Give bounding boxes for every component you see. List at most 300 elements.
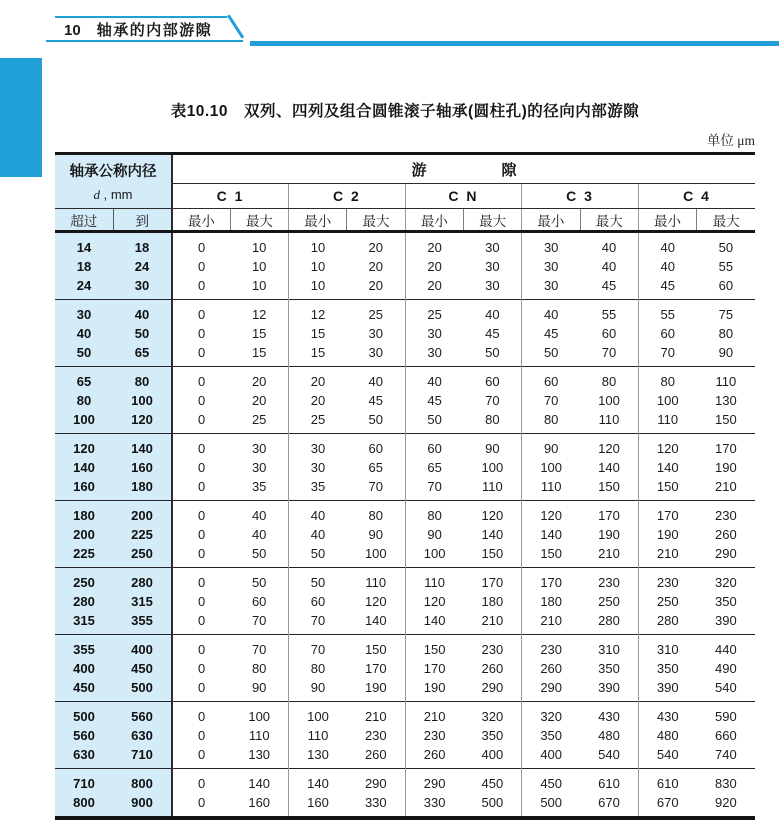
clearance-cell: 40 bbox=[485, 306, 500, 322]
clearance-cell: 0 bbox=[172, 525, 230, 544]
clearance-cell: 30 bbox=[405, 343, 463, 367]
clearance-cell: 170 bbox=[598, 507, 620, 523]
clearance-cell: 190 bbox=[364, 679, 387, 695]
clearance-cell: 170 bbox=[638, 501, 696, 525]
row-group bbox=[55, 702, 755, 769]
clearance-cell: 70 bbox=[289, 635, 347, 659]
clearance-cell: 55 bbox=[601, 306, 617, 322]
clearance-cell: 210 bbox=[364, 708, 387, 724]
clearance-cell: 740 bbox=[715, 746, 737, 762]
clearance-cell: 290 bbox=[715, 545, 737, 561]
chapter-heading bbox=[64, 19, 212, 40]
clearance-cell: 170 bbox=[405, 659, 463, 678]
clearance-cell: 110 bbox=[289, 726, 347, 745]
row-group bbox=[55, 568, 755, 635]
clearance-cell: 45 bbox=[522, 324, 580, 343]
clearance-cell: 70 bbox=[251, 641, 267, 657]
clearance-cell: 130 bbox=[715, 392, 737, 408]
clearance-cell: 260 bbox=[405, 745, 463, 769]
bore-cell: 120 bbox=[113, 410, 172, 434]
clearance-cell: 0 bbox=[172, 410, 230, 434]
bore-cell: 800 bbox=[113, 769, 172, 793]
class-header-c2: C 2 bbox=[289, 184, 406, 209]
clearance-cell: 170 bbox=[481, 574, 504, 590]
clearance-cell: 120 bbox=[481, 507, 504, 523]
clearance-cell: 110 bbox=[248, 727, 270, 743]
clearance-cell: 40 bbox=[251, 507, 267, 523]
clearance-cell: 150 bbox=[481, 545, 504, 561]
clearance-cell: 110 bbox=[365, 574, 387, 590]
clearance-cell: 190 bbox=[405, 678, 463, 702]
clearance-cell: 290 bbox=[364, 775, 387, 791]
table-row bbox=[55, 525, 755, 544]
table-row bbox=[55, 769, 755, 793]
clearance-cell: 0 bbox=[172, 391, 230, 410]
clearance-cell: 30 bbox=[405, 324, 463, 343]
bore-cell: 500 bbox=[113, 678, 172, 702]
row-group bbox=[55, 501, 755, 568]
clearance-cell: 110 bbox=[638, 410, 696, 434]
clearance-cell: 40 bbox=[601, 239, 617, 255]
clearance-cell: 0 bbox=[172, 702, 230, 726]
tab-top-rule bbox=[55, 16, 227, 18]
bore-cell: 40 bbox=[55, 324, 113, 343]
unit-label: 单位 bbox=[706, 133, 734, 148]
clearance-cell: 0 bbox=[172, 678, 230, 702]
clearance-cell: 75 bbox=[718, 306, 734, 322]
clearance-cell: 210 bbox=[715, 478, 737, 494]
bore-cell: 200 bbox=[55, 525, 113, 544]
bore-cell: 710 bbox=[55, 769, 113, 793]
clearance-cell: 230 bbox=[715, 507, 737, 523]
clearance-cell: 0 bbox=[172, 726, 230, 745]
clearance-cell: 20 bbox=[368, 239, 384, 255]
clearance-cell: 30 bbox=[251, 440, 267, 456]
clearance-cell: 60 bbox=[638, 324, 696, 343]
bore-cell: 355 bbox=[113, 611, 172, 635]
clearance-cell: 80 bbox=[718, 325, 734, 341]
table-row bbox=[55, 678, 755, 702]
clearance-cell: 150 bbox=[522, 544, 580, 568]
clearance-cell: 110 bbox=[715, 373, 737, 389]
min-header: 最小 bbox=[405, 209, 463, 232]
bore-cell: 280 bbox=[113, 568, 172, 592]
clearance-cell: 0 bbox=[172, 659, 230, 678]
clearance-cell: 210 bbox=[522, 611, 580, 635]
clearance-cell: 210 bbox=[405, 702, 463, 726]
clearance-cell: 130 bbox=[248, 746, 271, 762]
bore-cell: 450 bbox=[55, 678, 113, 702]
clearance-cell: 0 bbox=[172, 544, 230, 568]
chapter-title: 轴承的内部游隙 bbox=[96, 22, 213, 39]
clearance-cell: 45 bbox=[638, 276, 696, 300]
bore-cell: 80 bbox=[55, 391, 113, 410]
clearance-cell: 190 bbox=[715, 459, 737, 475]
bore-cell: 24 bbox=[113, 257, 172, 276]
clearance-cell: 30 bbox=[522, 232, 580, 257]
bore-cell: 400 bbox=[113, 635, 172, 659]
max-header: 最大 bbox=[230, 209, 288, 232]
bore-cell: 225 bbox=[55, 544, 113, 568]
bore-cell: 50 bbox=[55, 343, 113, 367]
clearance-cell: 180 bbox=[481, 593, 504, 609]
clearance-cell: 190 bbox=[638, 525, 696, 544]
clearance-cell: 250 bbox=[638, 592, 696, 611]
clearance-cell: 540 bbox=[598, 746, 620, 762]
clearance-cell: 45 bbox=[485, 325, 500, 341]
bore-cell: 560 bbox=[55, 726, 113, 745]
clearance-cell: 35 bbox=[251, 478, 267, 494]
clearance-cell: 25 bbox=[289, 410, 347, 434]
clearance-cell: 330 bbox=[405, 793, 463, 819]
clearance-cell: 80 bbox=[289, 659, 347, 678]
clearance-cell: 30 bbox=[522, 276, 580, 300]
clearance-cell: 180 bbox=[522, 592, 580, 611]
clearance-cell: 320 bbox=[715, 574, 737, 590]
clearance-cell: 60 bbox=[251, 593, 267, 609]
class-header-c4: C 4 bbox=[638, 184, 755, 209]
clearance-cell: 70 bbox=[638, 343, 696, 367]
clearance-cell: 90 bbox=[485, 440, 500, 456]
clearance-cell: 110 bbox=[598, 411, 620, 427]
clearance-cell: 30 bbox=[368, 325, 384, 341]
clearance-cell: 610 bbox=[598, 775, 620, 791]
clearance-cell: 70 bbox=[251, 612, 267, 628]
clearance-cell: 390 bbox=[715, 612, 737, 628]
row-group bbox=[55, 769, 755, 819]
bore-cell: 180 bbox=[55, 501, 113, 525]
clearance-cell: 100 bbox=[289, 702, 347, 726]
clearance-cell: 0 bbox=[172, 635, 230, 659]
clearance-cell: 40 bbox=[405, 367, 463, 391]
bore-cell: 120 bbox=[55, 434, 113, 458]
clearance-cell: 55 bbox=[638, 300, 696, 324]
clearance-cell: 230 bbox=[405, 726, 463, 745]
clearance-cell: 100 bbox=[481, 459, 504, 475]
clearance-cell: 50 bbox=[289, 568, 347, 592]
table-row bbox=[55, 544, 755, 568]
unit-value: μm bbox=[737, 133, 755, 148]
clearance-cell: 0 bbox=[172, 324, 230, 343]
min-header: 最小 bbox=[638, 209, 696, 232]
clearance-cell: 540 bbox=[638, 745, 696, 769]
max-header: 最大 bbox=[463, 209, 521, 232]
clearance-cell: 290 bbox=[481, 679, 504, 695]
bore-cell: 225 bbox=[113, 525, 172, 544]
class-header-c3: C 3 bbox=[522, 184, 639, 209]
clearance-cell: 150 bbox=[405, 635, 463, 659]
clearance-cell: 60 bbox=[485, 373, 500, 389]
clearance-cell: 660 bbox=[715, 727, 737, 743]
clearance-cell: 15 bbox=[251, 325, 267, 341]
clearance-cell: 0 bbox=[172, 343, 230, 367]
clearance-cell: 40 bbox=[638, 232, 696, 257]
clearance-cell: 30 bbox=[368, 344, 384, 360]
clearance-cell: 90 bbox=[251, 679, 267, 695]
clearance-cell: 30 bbox=[522, 257, 580, 276]
bore-cell: 450 bbox=[113, 659, 172, 678]
clearance-cell: 500 bbox=[522, 793, 580, 819]
table-row bbox=[55, 635, 755, 659]
clearance-cell: 70 bbox=[522, 391, 580, 410]
clearance-cell: 440 bbox=[715, 641, 737, 657]
clearance-cell: 20 bbox=[405, 257, 463, 276]
clearance-cell: 310 bbox=[638, 635, 696, 659]
table-row bbox=[55, 434, 755, 458]
min-header: 最小 bbox=[289, 209, 347, 232]
header-rule bbox=[250, 41, 779, 46]
clearance-cell: 280 bbox=[638, 611, 696, 635]
clearance-cell: 15 bbox=[289, 343, 347, 367]
clearance-cell: 40 bbox=[638, 257, 696, 276]
clearance-cell: 90 bbox=[522, 434, 580, 458]
bore-cell: 100 bbox=[55, 410, 113, 434]
chapter-number: 10 bbox=[64, 22, 81, 39]
clearance-cell: 230 bbox=[364, 727, 387, 743]
clearance-cell: 0 bbox=[172, 300, 230, 324]
clearance-cell: 150 bbox=[715, 411, 737, 427]
clearance-cell: 12 bbox=[289, 300, 347, 324]
clearance-cell: 15 bbox=[251, 344, 267, 360]
over-header: 超过 bbox=[55, 209, 113, 232]
table-row bbox=[55, 276, 755, 300]
clearance-cell: 170 bbox=[522, 568, 580, 592]
bore-cell: 140 bbox=[113, 434, 172, 458]
bore-cell: 65 bbox=[113, 343, 172, 367]
clearance-cell: 90 bbox=[289, 678, 347, 702]
clearance-cell: 45 bbox=[601, 277, 617, 293]
table-row bbox=[55, 702, 755, 726]
clearance-cell: 100 bbox=[405, 544, 463, 568]
clearance-cell: 100 bbox=[364, 545, 387, 561]
clearance-cell: 25 bbox=[368, 306, 384, 322]
table-row bbox=[55, 745, 755, 769]
clearance-cell: 350 bbox=[598, 660, 620, 676]
table-row bbox=[55, 324, 755, 343]
clearance-cell: 80 bbox=[251, 660, 267, 676]
clearance-cell: 60 bbox=[289, 592, 347, 611]
clearance-cell: 170 bbox=[715, 440, 737, 456]
max-header: 最大 bbox=[697, 209, 755, 232]
bore-header bbox=[55, 154, 172, 209]
clearance-cell: 250 bbox=[598, 593, 620, 609]
clearance-cell: 30 bbox=[251, 459, 267, 475]
clearance-cell: 50 bbox=[289, 544, 347, 568]
bore-cell: 160 bbox=[113, 458, 172, 477]
clearance-cell: 920 bbox=[715, 794, 737, 810]
clearance-cell: 350 bbox=[481, 727, 504, 743]
clearance-cell: 20 bbox=[289, 391, 347, 410]
clearance-cell: 230 bbox=[481, 641, 504, 657]
clearance-cell: 120 bbox=[405, 592, 463, 611]
clearance-cell: 100 bbox=[522, 458, 580, 477]
bore-cell: 80 bbox=[113, 367, 172, 391]
clearance-cell: 20 bbox=[368, 277, 384, 293]
table-row bbox=[55, 793, 755, 819]
clearance-cell: 430 bbox=[598, 708, 620, 724]
clearance-cell: 30 bbox=[485, 258, 500, 274]
bore-cell: 560 bbox=[113, 702, 172, 726]
clearance-cell: 20 bbox=[251, 373, 267, 389]
clearance-cell: 150 bbox=[598, 478, 620, 494]
clearance-cell: 480 bbox=[638, 726, 696, 745]
clearance-cell: 50 bbox=[251, 574, 267, 590]
clearance-cell: 160 bbox=[248, 794, 271, 810]
clearance-cell: 30 bbox=[289, 434, 347, 458]
clearance-cell: 80 bbox=[368, 507, 384, 523]
clearance-cell: 70 bbox=[289, 611, 347, 635]
clearance-cell: 290 bbox=[522, 678, 580, 702]
clearance-cell: 120 bbox=[364, 593, 387, 609]
clearance-cell: 140 bbox=[481, 526, 504, 542]
clearance-cell: 50 bbox=[718, 239, 734, 255]
bore-cell: 630 bbox=[113, 726, 172, 745]
clearance-cell: 110 bbox=[482, 478, 503, 494]
table-row bbox=[55, 592, 755, 611]
clearance-cell: 0 bbox=[172, 501, 230, 525]
clearance-cell: 830 bbox=[715, 775, 737, 791]
clearance-cell: 70 bbox=[405, 477, 463, 501]
clearance-cell: 30 bbox=[485, 277, 500, 293]
clearance-cell: 320 bbox=[522, 702, 580, 726]
to-header: 到 bbox=[113, 209, 172, 232]
row-group bbox=[55, 635, 755, 702]
clearance-cell: 260 bbox=[715, 526, 737, 542]
clearance-cell: 15 bbox=[289, 324, 347, 343]
clearance-cell: 120 bbox=[638, 434, 696, 458]
bore-cell: 200 bbox=[113, 501, 172, 525]
bore-cell: 40 bbox=[113, 300, 172, 324]
clearance-cell: 10 bbox=[289, 232, 347, 257]
row-group bbox=[55, 300, 755, 367]
bore-cell: 355 bbox=[55, 635, 113, 659]
clearance-cell: 12 bbox=[251, 306, 267, 322]
bore-cell: 800 bbox=[55, 793, 113, 819]
clearance-cell: 210 bbox=[598, 545, 620, 561]
table-row bbox=[55, 458, 755, 477]
clearance-cell: 210 bbox=[481, 612, 504, 628]
clearance-cell: 40 bbox=[289, 501, 347, 525]
bore-cell: 30 bbox=[113, 276, 172, 300]
clearance-cell: 50 bbox=[368, 411, 384, 427]
clearance-cell: 500 bbox=[481, 794, 504, 810]
clearance-cell: 140 bbox=[522, 525, 580, 544]
clearance-cell: 25 bbox=[405, 300, 463, 324]
clearance-cell: 50 bbox=[522, 343, 580, 367]
clearance-cell: 0 bbox=[172, 568, 230, 592]
clearance-cell: 40 bbox=[368, 373, 384, 389]
clearance-cell: 20 bbox=[251, 392, 267, 408]
clearance-cell: 0 bbox=[172, 367, 230, 391]
clearance-cell: 670 bbox=[598, 794, 620, 810]
clearance-cell: 390 bbox=[598, 679, 620, 695]
table-row bbox=[55, 568, 755, 592]
clearance-cell: 10 bbox=[289, 276, 347, 300]
bore-cell: 140 bbox=[55, 458, 113, 477]
clearance-cell: 610 bbox=[638, 769, 696, 793]
clearance-cell: 110 bbox=[405, 568, 463, 592]
table-row bbox=[55, 232, 755, 257]
bore-cell: 900 bbox=[113, 793, 172, 819]
clearance-cell: 130 bbox=[289, 745, 347, 769]
clearance-cell: 400 bbox=[481, 746, 504, 762]
clearance-cell: 120 bbox=[598, 440, 620, 456]
clearance-cell: 390 bbox=[638, 678, 696, 702]
clearance-cell: 20 bbox=[368, 258, 384, 274]
clearance-cell: 150 bbox=[364, 641, 387, 657]
clearance-cell: 70 bbox=[368, 478, 384, 494]
tab-diagonal-rule bbox=[227, 15, 244, 39]
clearance-cell: 590 bbox=[715, 708, 737, 724]
clearance-cell: 0 bbox=[172, 257, 230, 276]
bore-cell: 315 bbox=[55, 611, 113, 635]
clearance-cell: 80 bbox=[601, 373, 617, 389]
table-row bbox=[55, 257, 755, 276]
bore-cell: 315 bbox=[113, 592, 172, 611]
bore-cell: 30 bbox=[55, 300, 113, 324]
clearance-cell: 25 bbox=[251, 411, 267, 427]
bore-cell: 160 bbox=[55, 477, 113, 501]
clearance-cell: 490 bbox=[715, 660, 737, 676]
clearance-cell: 310 bbox=[598, 641, 620, 657]
clearance-cell: 210 bbox=[638, 544, 696, 568]
unit-note bbox=[55, 129, 755, 149]
clearance-cell: 35 bbox=[289, 477, 347, 501]
clearance-cell: 40 bbox=[522, 300, 580, 324]
bore-cell: 18 bbox=[113, 232, 172, 257]
clearance-cell: 450 bbox=[481, 775, 504, 791]
clearance-cell: 50 bbox=[405, 410, 463, 434]
clearance-cell: 140 bbox=[405, 611, 463, 635]
bore-cell: 500 bbox=[55, 702, 113, 726]
clearance-cell: 160 bbox=[289, 793, 347, 819]
clearance-cell: 80 bbox=[522, 410, 580, 434]
bore-symbol: d , mm bbox=[93, 186, 133, 202]
clearance-cell: 100 bbox=[248, 708, 271, 724]
clearance-cell: 150 bbox=[638, 477, 696, 501]
clearance-cell: 120 bbox=[522, 501, 580, 525]
clearance-cell: 290 bbox=[405, 769, 463, 793]
clearance-cell: 0 bbox=[172, 592, 230, 611]
clearance-cell: 60 bbox=[718, 277, 734, 293]
bore-cell: 710 bbox=[113, 745, 172, 769]
bore-cell: 50 bbox=[113, 324, 172, 343]
clearance-cell: 330 bbox=[364, 794, 387, 810]
clearance-cell: 100 bbox=[598, 392, 620, 408]
clearance-cell: 40 bbox=[251, 526, 267, 542]
clearance-cell: 20 bbox=[405, 232, 463, 257]
clearance-cell: 40 bbox=[289, 525, 347, 544]
clearance-cell: 60 bbox=[405, 434, 463, 458]
clearance-cell: 60 bbox=[522, 367, 580, 391]
clearance-cell: 110 bbox=[522, 477, 580, 501]
bore-cell: 18 bbox=[55, 257, 113, 276]
clearance-cell: 0 bbox=[172, 793, 230, 819]
clearance-cell: 260 bbox=[522, 659, 580, 678]
clearance-cell: 230 bbox=[598, 574, 620, 590]
clearance-cell: 65 bbox=[368, 459, 384, 475]
clearance-cell: 170 bbox=[364, 660, 387, 676]
clearance-cell: 400 bbox=[522, 745, 580, 769]
table-row bbox=[55, 410, 755, 434]
clearance-cell: 480 bbox=[598, 727, 620, 743]
clearance-cell: 100 bbox=[638, 391, 696, 410]
clearance-cell: 40 bbox=[601, 258, 617, 274]
clearance-cell: 140 bbox=[248, 775, 271, 791]
clearance-cell: 140 bbox=[364, 612, 387, 628]
clearance-cell: 20 bbox=[289, 367, 347, 391]
clearance-cell: 70 bbox=[485, 392, 500, 408]
